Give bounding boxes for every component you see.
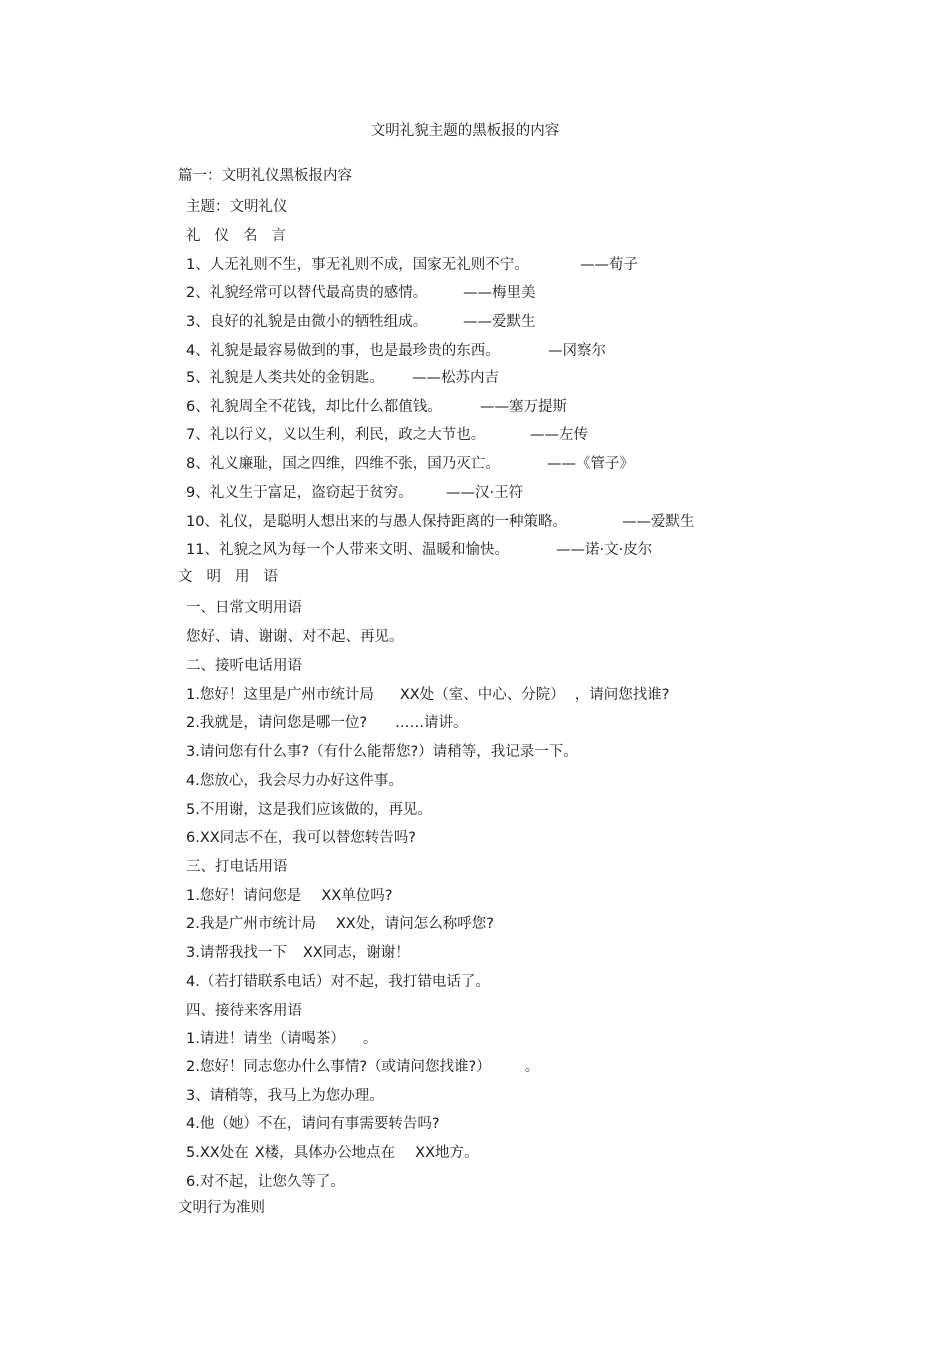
page-title: 文明礼貌主题的黑板报的内容: [370, 123, 560, 139]
quote-author: ——左传: [530, 427, 588, 443]
quote-author: ——松苏内吉: [412, 370, 499, 386]
reception-line-6: 6.对不起，让您久等了。: [186, 1174, 345, 1190]
reception-line-4: 4.他（她）不在，请问有事需要转告吗?: [186, 1116, 440, 1132]
phrases-heading: 文明用语: [178, 569, 292, 585]
quotes-heading: 礼仪名言: [186, 228, 300, 244]
part1-heading: 篇一：文明礼仪黑板报内容: [178, 168, 352, 184]
make-call-line-3: 3.请帮我找一下 XX同志，谢谢！: [186, 945, 410, 961]
daily-line: 您好、请、谢谢、对不起、再见。: [186, 629, 404, 645]
quote-text: 2、礼貌经常可以替代最高贵的感情。: [186, 285, 428, 301]
quote-author: —冈察尔: [548, 343, 606, 359]
answer-phone-line-5: 5.不用谢，这是我们应该做的，再见。: [186, 802, 432, 818]
quote-author: ——塞万提斯: [480, 399, 567, 415]
make-call-heading: 三、打电话用语: [186, 859, 288, 875]
quote-author: ——诺·文·皮尔: [556, 542, 653, 558]
answer-phone-heading: 二、接听电话用语: [186, 658, 302, 674]
quote-author: ——《管子》: [547, 456, 634, 472]
quote-author: ——汉·王符: [446, 485, 524, 501]
answer-phone-line-4: 4.您放心，我会尽力办好这件事。: [186, 773, 403, 789]
make-call-line-1: 1.您好！请问您是 XX单位吗?: [186, 888, 393, 904]
quote-text: 10、礼仪，是聪明人想出来的与愚人保持距离的一种策略。: [186, 514, 567, 530]
make-call-line-2: 2.我是广州市统计局 XX处，请问怎么称呼您?: [186, 916, 494, 932]
quote-author: ——爱默生: [463, 314, 536, 330]
quote-text: 7、礼以行义，义以生利，利民，政之大节也。: [186, 427, 486, 443]
reception-line-3: 3、请稍等，我马上为您办理。: [186, 1088, 384, 1104]
answer-phone-line-1: 1.您好！这里是广州市统计局 XX处（室、中心、分院） ，请问您找谁?: [186, 687, 670, 703]
quote-author: ——爱默生: [622, 514, 695, 530]
daily-heading: 一、日常文明用语: [186, 600, 302, 616]
reception-heading: 四、接待来客用语: [186, 1003, 302, 1019]
quote-text: 11、礼貌之风为每一个人带来文明、温暖和愉快。: [186, 542, 509, 558]
quote-text: 4、礼貌是最容易做到的事，也是最珍贵的东西。: [186, 343, 500, 359]
quote-text: 6、礼貌周全不花钱，却比什么都值钱。: [186, 399, 442, 415]
quote-text: 1、人无礼则不生，事无礼则不成，国家无礼则不宁。: [186, 257, 529, 273]
quote-author: ——荀子: [580, 257, 638, 273]
reception-line-1: 1.请进！请坐（请喝茶） 。: [186, 1031, 378, 1047]
quote-author: ——梅里美: [463, 285, 536, 301]
quote-text: 9、礼义生于富足，盗窃起于贫穷。: [186, 485, 413, 501]
quote-text: 5、礼貌是人类共处的金钥匙。: [186, 370, 384, 386]
answer-phone-line-3: 3.请问您有什么事?（有什么能帮您?）请稍等，我记录一下。: [186, 744, 578, 760]
quote-text: 3、良好的礼貌是由微小的牺牲组成。: [186, 314, 428, 330]
answer-phone-line-6: 6.XX同志不在，我可以替您转告吗?: [186, 830, 416, 846]
conduct-heading: 文明行为准则: [178, 1200, 265, 1216]
reception-line-5: 5.XX处在 X楼，具体办公地点在 XX地方。: [186, 1145, 479, 1161]
make-call-line-4: 4.（若打错联系电话）对不起，我打错电话了。: [186, 974, 490, 990]
theme-line: 主题：文明礼仪: [186, 199, 288, 215]
quote-text: 8、礼义廉耻，国之四维，四维不张，国乃灭亡。: [186, 456, 500, 472]
reception-line-2: 2.您好！同志您办什么事情?（或请问您找谁?） 。: [186, 1059, 540, 1075]
answer-phone-line-2: 2.我就是，请问您是哪一位? ……请讲。: [186, 715, 468, 731]
